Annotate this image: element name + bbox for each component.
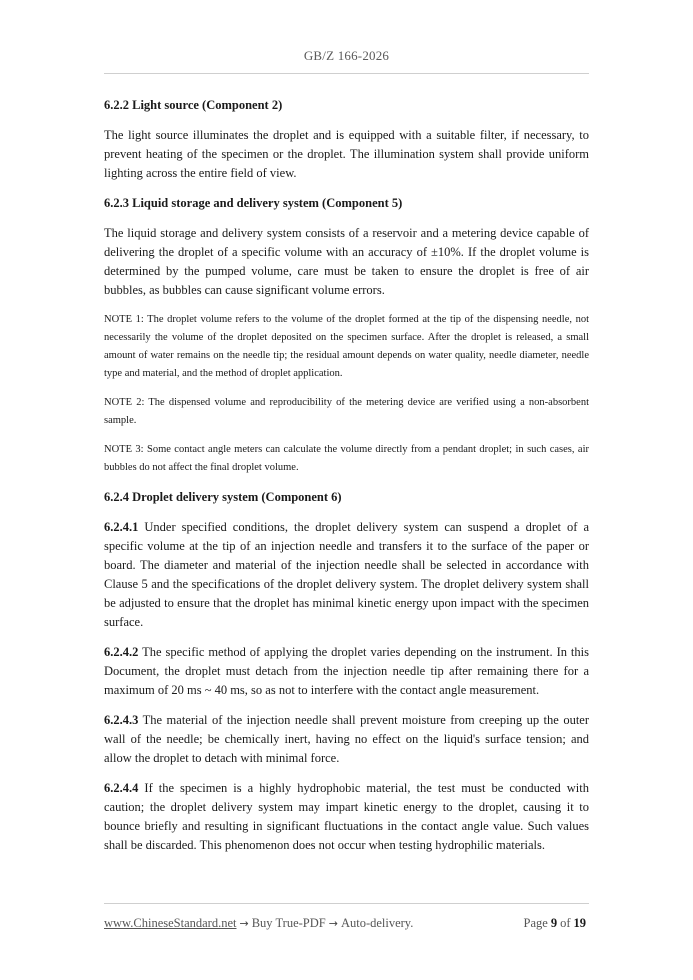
page-header: GB/Z 166-2026	[303, 48, 390, 63]
clause-text: Under specified conditions, the droplet delivery system can suspend a droplet of a specific volume at the tip of an injection needle and transfers it to the surface of the paper or board. The diameter and material of the injection needle shall be selected in accordance with Clause 5 and the specifications of the droplet delivery system. The droplet delivery system shall be adjusted to ensure that the droplet has minimal kinetic energy upon impact with the specimen surface.	[104, 520, 589, 629]
clause-number: 6.2.4.2	[104, 645, 139, 659]
page-footer	[104, 916, 589, 931]
clause-6-2-4-1	[104, 518, 589, 632]
clause-6-2-4-4	[104, 779, 589, 855]
arrow-right-icon: →	[239, 917, 249, 930]
section-heading-6-2-2: 6.2.2 Light source (Component 2)	[104, 98, 283, 112]
paragraph-light-source: The light source illuminates the droplet and is equipped with a suitable filter, if necessary, to prevent heating of the specimen or the droplet. The illumination system shall provide uniform lighting across the entire field of view.	[104, 128, 589, 180]
clause-text: If the specimen is a highly hydrophobic material, the test must be conducted with caution; the droplet delivery system may impart kinetic energy to the droplet, causing it to bounce briefly and resulting in significant fluctuations in the contact angle value. Such values shall be discarded. This phenomenon does not occur when testing hydrophilic materials.	[104, 781, 589, 852]
current-page-number: 9	[550, 916, 558, 930]
page-indicator	[524, 916, 589, 931]
note-1: NOTE 1: The droplet volume refers to the volume of the droplet formed at the tip of the dispensing needle, not necessarily the volume of the droplet deposited on the specimen surface. After the droplet is released, a small amount of water remains on the needle tip; the residual amount depends on water quality, needle diameter, needle type and material, and the method of droplet application.	[104, 314, 589, 379]
section-heading-6-2-3: 6.2.3 Liquid storage and delivery system (Component 5)	[104, 196, 403, 210]
page-label: Page	[523, 916, 548, 930]
note-3: NOTE 3: Some contact angle meters can calculate the volume directly from a pendant droplet; in such cases, air bubbles do not affect the final droplet volume.	[104, 444, 589, 473]
buy-pdf-text: Buy True-PDF	[251, 916, 326, 930]
clause-6-2-4-2	[104, 643, 589, 700]
clause-number: 6.2.4.3	[104, 713, 139, 727]
note-2: NOTE 2: The dispensed volume and reproducibility of the metering device are verified using a non-absorbent sample.	[104, 397, 589, 426]
footer-divider	[104, 903, 589, 904]
total-page-number: 19	[573, 916, 586, 930]
clause-number: 6.2.4.4	[104, 781, 139, 795]
page-of-label: of	[560, 916, 571, 930]
clause-6-2-4-3	[104, 711, 589, 768]
clause-text: The material of the injection needle shall prevent moisture from creeping up the outer wall of the needle; be chemically inert, having no effect on the liquid's surface tension; and allow the droplet to detach with minimal force.	[104, 713, 589, 765]
site-link[interactable]: www.ChineseStandard.net	[104, 916, 237, 930]
arrow-right-icon: →	[328, 917, 338, 930]
clause-text: The specific method of applying the droplet varies depending on the instrument. In this Document, the droplet must detach from the injection needle tip after remaining there for a maximum of 20 ms ~ 40 ms, so as not to interfere with the contact angle measurement.	[104, 645, 589, 697]
section-heading-6-2-4: 6.2.4 Droplet delivery system (Component 6)	[104, 490, 342, 504]
footer-promo	[104, 916, 413, 931]
clause-number: 6.2.4.1	[104, 520, 139, 534]
auto-delivery-text: Auto-delivery.	[340, 916, 414, 930]
paragraph-liquid-storage: The liquid storage and delivery system consists of a reservoir and a metering device capable of delivering the droplet of a specific volume with an accuracy of ±10%. If the droplet volume is determined by the pumped volume, care must be taken to ensure the droplet is free of air bubbles, as bubbles can cause significant volume errors.	[104, 226, 589, 297]
header-divider	[104, 73, 589, 74]
page-content	[104, 96, 589, 866]
